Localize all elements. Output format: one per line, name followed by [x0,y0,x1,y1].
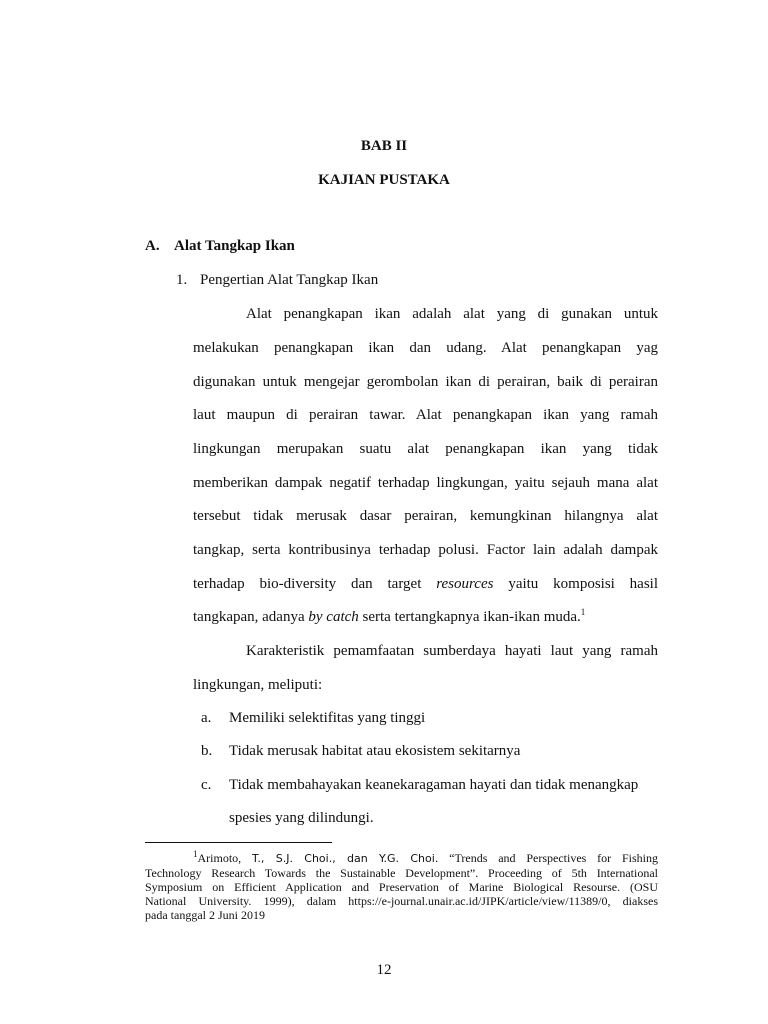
subsection-number: 1. [176,272,188,288]
text-span: yaitu komposisi hasil [508,576,659,592]
paragraph-line: memberikan dampak negatif terhadap lingkungan, yaitu sejauh mana alat [193,475,658,491]
italic-term: resources [436,576,494,592]
footnote-number: 1 [193,849,198,859]
footnote-reference[interactable]: 1 [580,607,586,617]
list-item: Tidak membahayakan keanekaragaman hayati dan tidak menangkap [229,777,639,793]
paragraph-line: Alat penangkapan ikan adalah alat yang di gunakan untuk [246,306,658,322]
paragraph-line [193,576,658,593]
footnote-line: Symposium on Efficient Application and Preservation of Marine Biological Resourse. (OSU [145,880,658,894]
text-span: tangkapan, adanya [193,609,305,625]
footnote-divider [145,842,332,843]
text-span: terhadap bio-diversity dan target [193,576,422,592]
footnote-line: National University. 1999), dalam https://e-journal.unair.ac.id/JIPK/article/view/11389/0, diakses [145,894,658,908]
paragraph-line [193,609,658,626]
text-span: “Trends and Perspectives for Fishing [449,851,658,865]
footnote-authors: T., S.J. Choi., dan Y.G. Choi. [252,852,439,865]
list-item: Tidak merusak habitat atau ekosistem sekitarnya [229,743,521,759]
paragraph-line: melakukan penangkapan ikan dan udang. Alat penangkapan yag [193,340,658,356]
paragraph-line: Karakteristik pemamfaatan sumberdaya hayati laut yang ramah [246,643,658,659]
subsection-heading: Pengertian Alat Tangkap Ikan [200,272,379,288]
list-item-continuation: spesies yang dilindungi. [229,810,374,826]
paragraph-line: lingkungan, meliputi: [193,677,323,693]
italic-term: by catch [308,609,359,625]
section-heading: Alat Tangkap Ikan [174,238,295,254]
footnote-line: pada tanggal 2 Juni 2019 [145,908,265,922]
paragraph-line: tangkap, serta kontribusinya terhadap polusi. Factor lain adalah dampak [193,542,658,558]
paragraph-line: laut maupun di perairan tawar. Alat penangkapan ikan yang ramah [193,407,658,423]
list-item: Memiliki selektifitas yang tinggi [229,710,426,726]
list-marker: b. [201,743,213,759]
chapter-label: BAB II [360,138,408,154]
section-letter: A. [145,238,160,254]
text-span: serta tertangkapnya ikan-ikan muda. [362,609,581,625]
page-number: 12 [376,962,392,978]
footnote-line: Technology Research Towards the Sustainable Development”. Proceeding of 5th International [145,866,658,880]
list-marker: c. [201,777,212,793]
paragraph-line: digunakan untuk mengejar gerombolan ikan di perairan, baik di perairan [193,374,658,390]
text-span: Arimoto, [197,851,242,865]
page-title: KAJIAN PUSTAKA [318,172,450,188]
footnote-line [193,851,658,866]
paragraph-line: tersebut tidak merusak dasar perairan, kemungkinan hilangnya alat [193,508,658,524]
paragraph-line: lingkungan merupakan suatu alat penangkapan ikan yang tidak [193,441,658,457]
list-marker: a. [201,710,212,726]
